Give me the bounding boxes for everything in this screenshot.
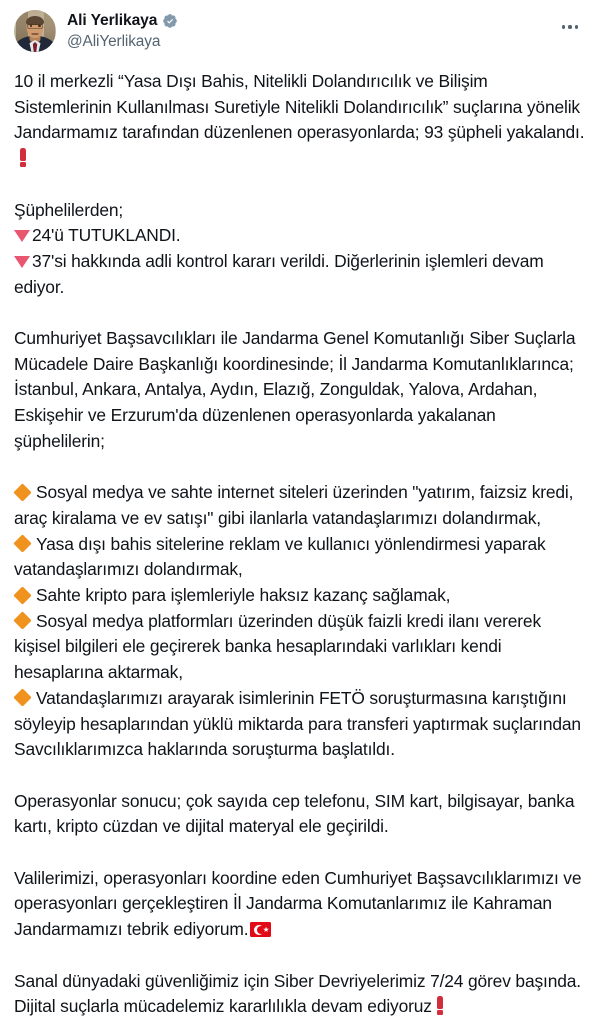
suspects-item-1-text: 24'ü TUTUKLANDI. [32, 225, 181, 246]
crime-bullet-3-text: Sahte kripto para işlemleriyle haksız kazanç sağlamak, [36, 585, 451, 606]
orange-diamond-icon [14, 612, 32, 630]
exclamation-mark-icon [435, 996, 446, 1015]
spacer-2 [14, 300, 587, 326]
paragraph-5 [14, 866, 587, 943]
avatar-eyes [29, 25, 41, 27]
paragraph-3: Cumhuriyet Başsavcılıkları ile Jandarma Genel Komutanlığı Siber Suçlarla Mücadele Daire Başkanlığı koordinesinde; İl Jandarma Komutanlıklarınca; İstanbul, Ankara, Antalya, Aydın, Elazığ, Zonguldak, Yalova, Ardahan, Eskişehir ve Erzurum'da düzenlenen operasyonlarda yakalanan şüphelilerin; [14, 328, 576, 451]
tweet-text-body [14, 69, 587, 1020]
down-triangle-icon [14, 254, 30, 269]
verified-badge-icon[interactable] [162, 13, 178, 29]
paragraph-4: Operasyonlar sonucu; çok sayıda cep telefonu, SIM kart, bilgisayar, banka kartı, kripto cüzdan ve dijital materyal ele geçirildi. [14, 790, 575, 837]
spacer-6 [14, 943, 587, 969]
orange-diamond-icon [14, 483, 32, 501]
spacer-3 [14, 455, 587, 481]
paragraph-1-text: 10 il merkezli “Yasa Dışı Bahis, Nitelikli Dolandırıcılık ve Bilişim Sistemlerinin Kullanılması Suretiyle Nitelikli Dolandırıcılık” suçlarına yönelik Jandarmamız tarafından düzenlenen operasyonlarda; 93 şüpheli yakalandı. [14, 71, 585, 143]
paragraph-1 [14, 69, 587, 172]
crime-bullet-4-text: Sosyal medya platformları üzerinden düşük faizli kredi ilanı vererek kişisel bilgileri ele geçirerek banka hesaplarındaki varlıkları kendi hesaplarına aktarmak, [14, 610, 541, 683]
avatar[interactable] [14, 10, 56, 52]
spacer-4 [14, 763, 587, 789]
crime-bullet-1 [14, 480, 587, 531]
avatar-mouth [32, 33, 39, 35]
paragraph-6-text: Sanal dünyadaki güvenliğimiz için Siber Devriyelerimiz 7/24 görev başında. Dijital suçlarla mücadelemiz kararlılıkla devam ediyoruz [14, 970, 581, 1017]
more-dot-1 [562, 25, 565, 28]
crime-bullet-2-text: Yasa dışı bahis sitelerine reklam ve kullanıcı yönlendirmesi yaparak vatandaşlarımızı dolandırmak, [14, 533, 546, 580]
author-display-name[interactable]: Ali Yerlikaya [67, 11, 158, 29]
suspects-item-2-text: 37'si hakkında adli kontrol kararı verildi. Diğerlerinin işlemleri devam ediyor. [14, 250, 544, 297]
more-dot-2 [568, 25, 571, 28]
more-dot-3 [575, 25, 578, 28]
spacer-5 [14, 840, 587, 866]
turkish-flag-icon [250, 922, 271, 937]
author-name-row [67, 10, 178, 31]
spacer-1 [14, 172, 587, 198]
crime-bullet-3 [14, 583, 587, 609]
crime-bullet-4 [14, 609, 587, 686]
suspects-item-2 [14, 249, 587, 300]
orange-diamond-icon [14, 689, 32, 707]
down-triangle-icon [14, 228, 30, 243]
crime-bullet-5-text: Vatandaşlarımızı arayarak isimlerinin FETÖ soruşturmasına karıştığını söyleyip hesaplarından yüklü miktarda para transferi yaptırmak suçlarından Savcılıklarımızca haklarında soruşturma başlatıldı. [14, 687, 581, 760]
more-options-icon[interactable] [555, 16, 585, 38]
suspects-item-1 [14, 223, 587, 249]
crime-bullet-2 [14, 532, 587, 583]
exclamation-mark-icon [17, 148, 28, 167]
suspects-heading: Şüphelilerden; [14, 199, 124, 220]
orange-diamond-icon [14, 535, 32, 553]
tweet-header [14, 10, 587, 56]
author-name-block [67, 10, 178, 49]
crime-bullet-1-text: Sosyal medya ve sahte internet siteleri üzerinden "yatırım, faizsiz kredi, araç kiralama ve ev satışı" gibi ilanlarla vatandaşlarımızı dolandırmak, [14, 482, 574, 528]
paragraph-5-text: Valilerimizi, operasyonları koordine eden Cumhuriyet Başsavcılıklarımızı ve operasyonları gerçekleştiren İl Jandarma Komutanlarımız ile Kahraman Jandarmamızı tebrik ediyorum. [14, 867, 582, 940]
orange-diamond-icon [14, 586, 32, 604]
flag-star: ★ [262, 925, 270, 935]
paragraph-6 [14, 969, 587, 1020]
author-handle[interactable]: @AliYerlikaya [67, 33, 161, 50]
crime-bullet-5 [14, 686, 587, 763]
